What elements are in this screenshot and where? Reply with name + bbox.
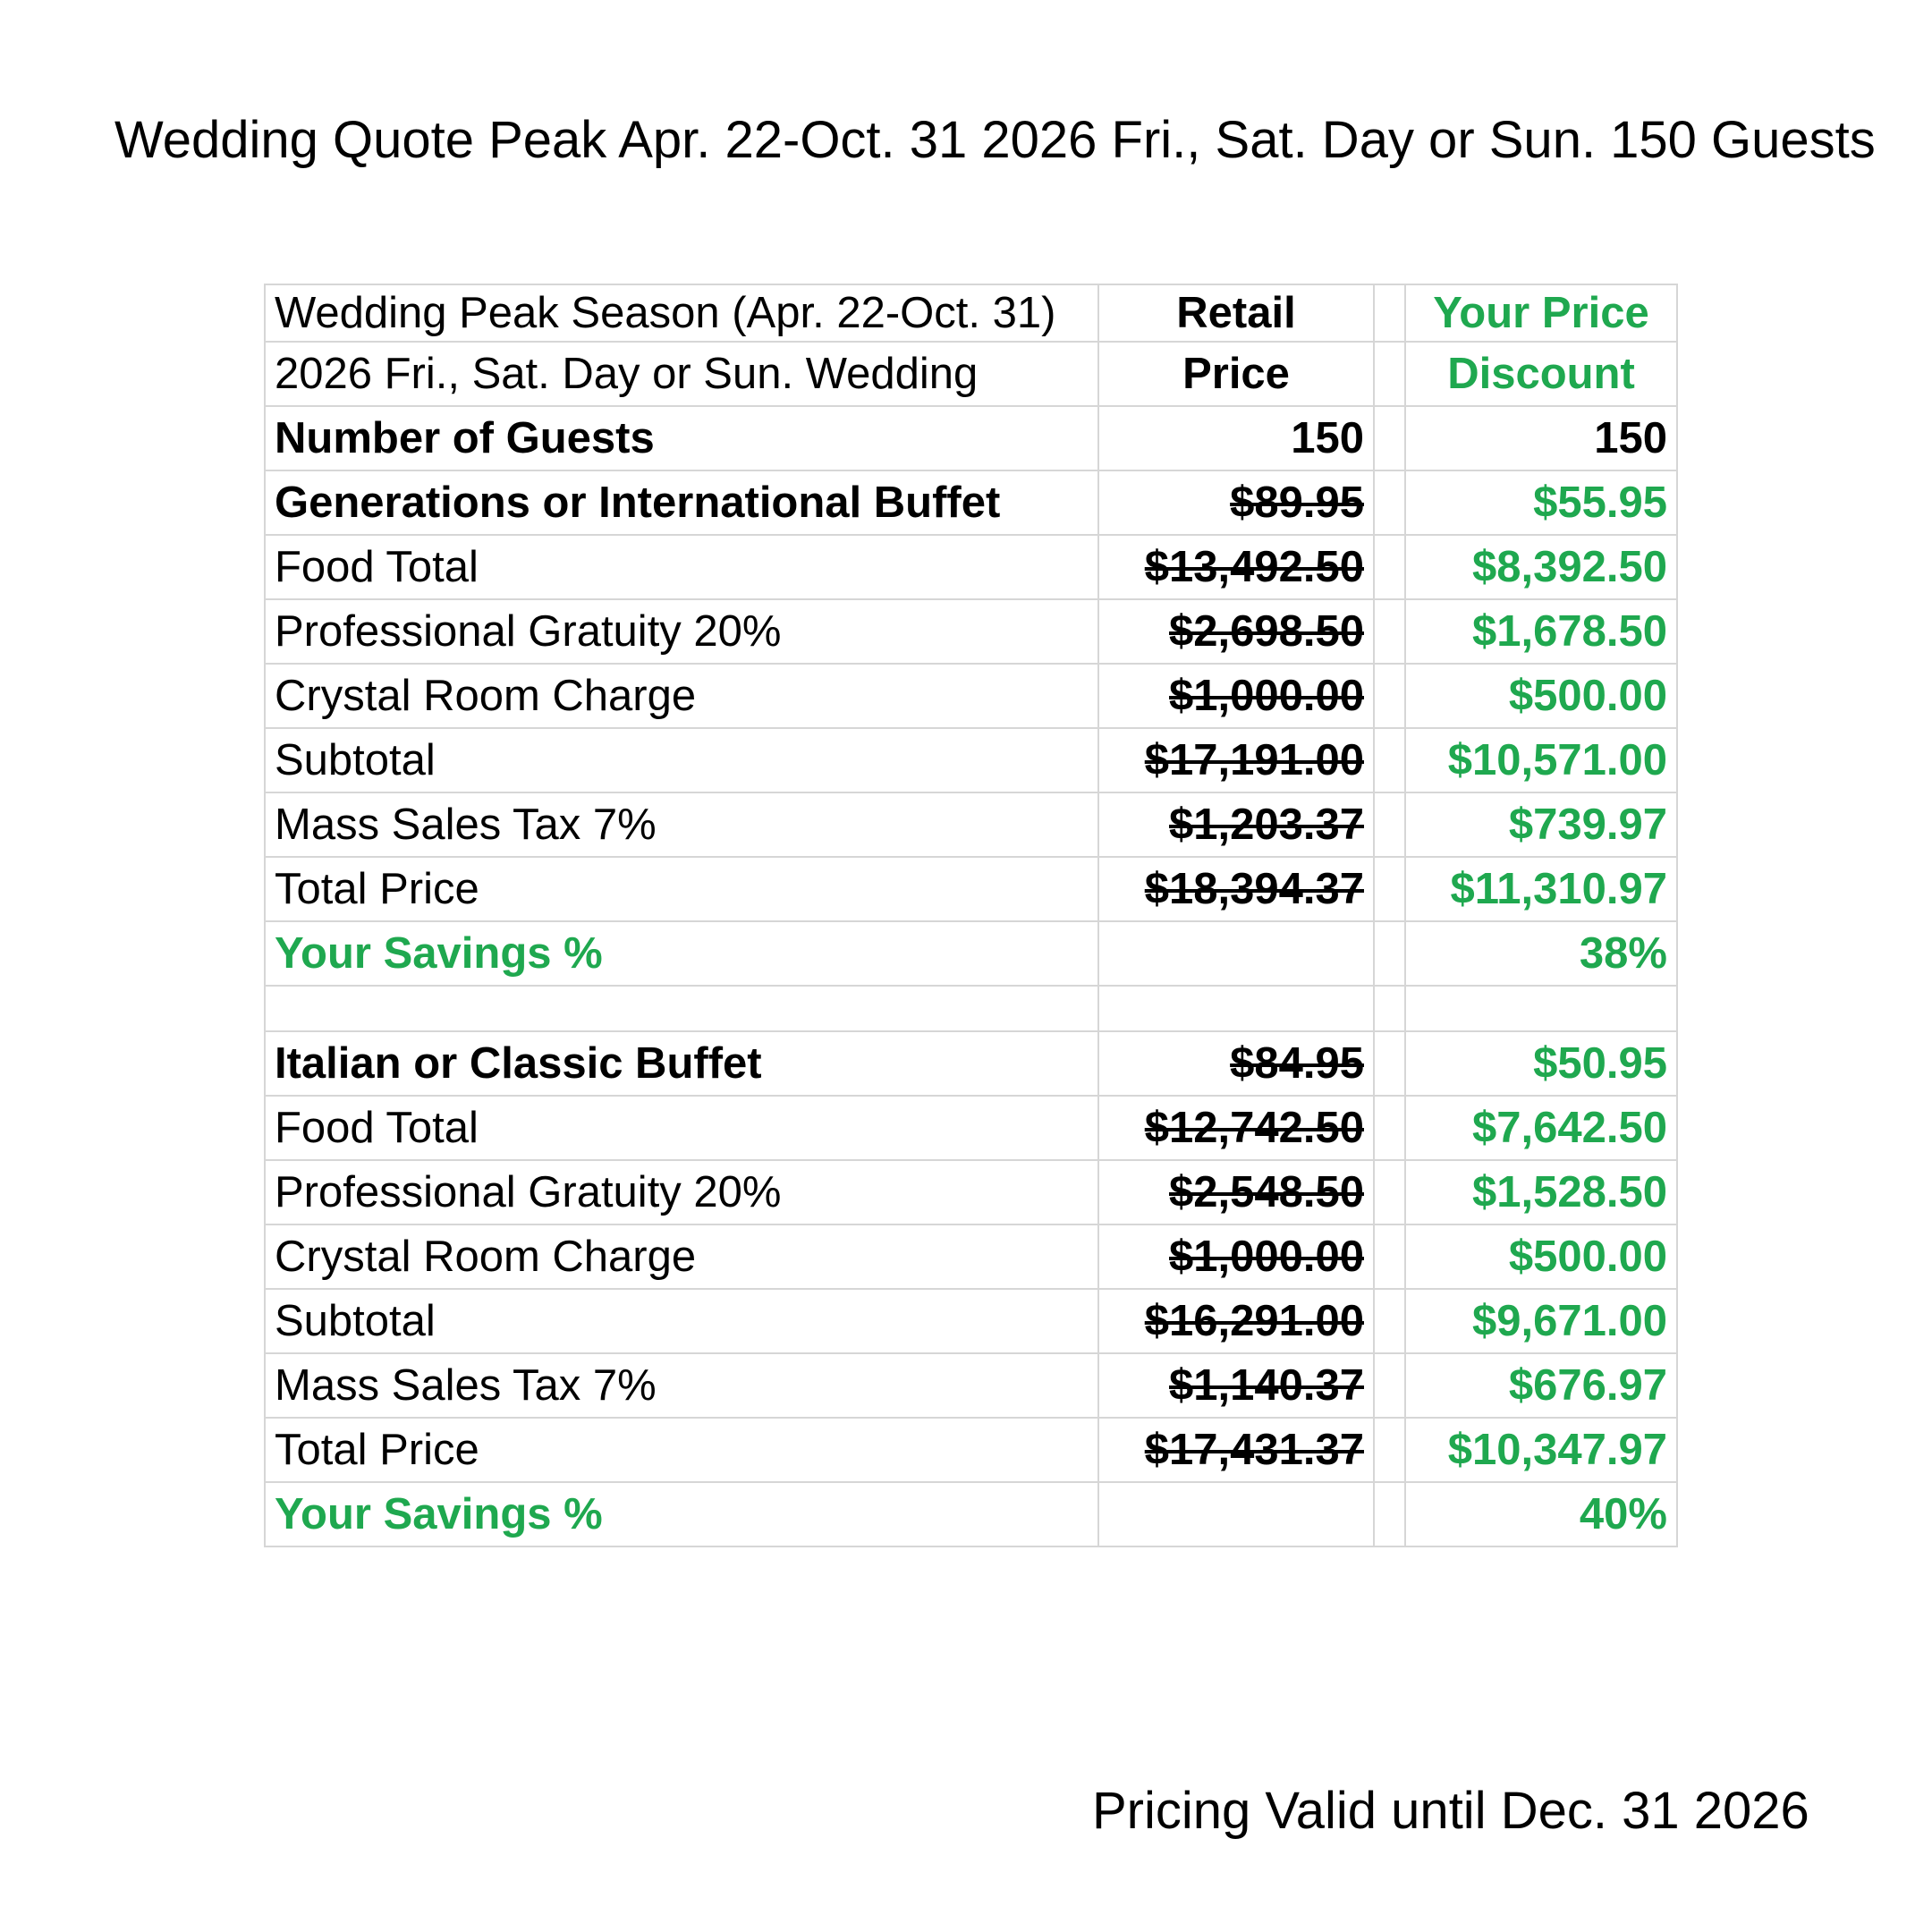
row-label: Crystal Room Charge bbox=[265, 1224, 1098, 1289]
spacer-cell bbox=[1374, 664, 1405, 728]
your-price: $676.97 bbox=[1405, 1353, 1677, 1418]
retail-price: $1,000.00 bbox=[1098, 664, 1374, 728]
retail-price: $16,291.00 bbox=[1098, 1289, 1374, 1353]
retail-price: $17,191.00 bbox=[1098, 728, 1374, 792]
spacer-cell bbox=[1374, 1224, 1405, 1289]
spacer-row bbox=[265, 986, 1677, 1031]
retail-price: $2,548.50 bbox=[1098, 1160, 1374, 1224]
table-row bbox=[265, 1289, 1677, 1353]
spacer-cell bbox=[1374, 284, 1405, 342]
savings-value: 40% bbox=[1405, 1482, 1677, 1546]
spacer-cell bbox=[1374, 1418, 1405, 1482]
retail-price: $1,140.37 bbox=[1098, 1353, 1374, 1418]
row-label: Food Total bbox=[265, 1096, 1098, 1160]
retail-price: $1,203.37 bbox=[1098, 792, 1374, 857]
your-price: $739.97 bbox=[1405, 792, 1677, 857]
quote-table bbox=[264, 284, 1678, 1547]
spacer-cell bbox=[1374, 406, 1405, 470]
your-price: $500.00 bbox=[1405, 1224, 1677, 1289]
retail-price: $18,394.37 bbox=[1098, 857, 1374, 921]
spacer-cell bbox=[1374, 857, 1405, 921]
row-label: Mass Sales Tax 7% bbox=[265, 1353, 1098, 1418]
spacer-cell bbox=[1374, 470, 1405, 535]
empty-cell bbox=[1098, 1482, 1374, 1546]
your-price: $50.95 bbox=[1405, 1031, 1677, 1096]
retail-price: $84.95 bbox=[1098, 1031, 1374, 1096]
package-row bbox=[265, 470, 1677, 535]
header-label-line2: 2026 Fri., Sat. Day or Sun. Wedding bbox=[265, 342, 1098, 406]
savings-row bbox=[265, 921, 1677, 986]
savings-value: 38% bbox=[1405, 921, 1677, 986]
spacer-cell bbox=[1374, 921, 1405, 986]
your-price: $11,310.97 bbox=[1405, 857, 1677, 921]
your-price: $7,642.50 bbox=[1405, 1096, 1677, 1160]
spacer-cell bbox=[1374, 1160, 1405, 1224]
table-row bbox=[265, 1160, 1677, 1224]
spacer-cell bbox=[1374, 1289, 1405, 1353]
header-yours-line2: Discount bbox=[1405, 342, 1677, 406]
your-price: $9,671.00 bbox=[1405, 1289, 1677, 1353]
your-price: $500.00 bbox=[1405, 664, 1677, 728]
table-row bbox=[265, 728, 1677, 792]
row-label: Subtotal bbox=[265, 1289, 1098, 1353]
guests-retail: 150 bbox=[1098, 406, 1374, 470]
retail-price: $13,492.50 bbox=[1098, 535, 1374, 599]
your-price: $10,571.00 bbox=[1405, 728, 1677, 792]
spacer-cell bbox=[1374, 535, 1405, 599]
row-label: Professional Gratuity 20% bbox=[265, 1160, 1098, 1224]
spacer-cell bbox=[1374, 342, 1405, 406]
savings-row bbox=[265, 1482, 1677, 1546]
spacer-cell bbox=[1374, 728, 1405, 792]
spacer-cell bbox=[1374, 1096, 1405, 1160]
savings-label: Your Savings % bbox=[265, 1482, 1098, 1546]
table-row bbox=[265, 664, 1677, 728]
spacer-cell bbox=[1374, 599, 1405, 664]
header-retail-line2: Price bbox=[1098, 342, 1374, 406]
retail-price: $2,698.50 bbox=[1098, 599, 1374, 664]
row-label: Crystal Room Charge bbox=[265, 664, 1098, 728]
package-label: Generations or International Buffet bbox=[265, 470, 1098, 535]
header-label-line1: Wedding Peak Season (Apr. 22-Oct. 31) bbox=[265, 284, 1098, 342]
row-label: Subtotal bbox=[265, 728, 1098, 792]
row-label: Professional Gratuity 20% bbox=[265, 599, 1098, 664]
guests-label: Number of Guests bbox=[265, 406, 1098, 470]
package-row bbox=[265, 1031, 1677, 1096]
table-row bbox=[265, 535, 1677, 599]
row-label: Total Price bbox=[265, 1418, 1098, 1482]
retail-price: $17,431.37 bbox=[1098, 1418, 1374, 1482]
your-price: $10,347.97 bbox=[1405, 1418, 1677, 1482]
table-row bbox=[265, 1224, 1677, 1289]
row-label: Total Price bbox=[265, 857, 1098, 921]
table-row bbox=[265, 599, 1677, 664]
table-row bbox=[265, 792, 1677, 857]
table-row bbox=[265, 1353, 1677, 1418]
header-retail-line1: Retail bbox=[1098, 284, 1374, 342]
spacer-cell bbox=[1374, 1031, 1405, 1096]
empty-cell bbox=[1098, 921, 1374, 986]
row-label: Food Total bbox=[265, 535, 1098, 599]
spacer-cell bbox=[1374, 1353, 1405, 1418]
header-row bbox=[265, 284, 1677, 342]
header-row bbox=[265, 342, 1677, 406]
row-label: Mass Sales Tax 7% bbox=[265, 792, 1098, 857]
page-title: Wedding Quote Peak Apr. 22-Oct. 31 2026 Fri., Sat. Day or Sun. 150 Guests bbox=[114, 111, 1876, 169]
savings-label: Your Savings % bbox=[265, 921, 1098, 986]
guests-yours: 150 bbox=[1405, 406, 1677, 470]
spacer-cell bbox=[1374, 1482, 1405, 1546]
your-price: $8,392.50 bbox=[1405, 535, 1677, 599]
retail-price: $12,742.50 bbox=[1098, 1096, 1374, 1160]
package-label: Italian or Classic Buffet bbox=[265, 1031, 1098, 1096]
spacer-cell bbox=[1374, 792, 1405, 857]
table-row bbox=[265, 1096, 1677, 1160]
guests-row bbox=[265, 406, 1677, 470]
your-price: $1,678.50 bbox=[1405, 599, 1677, 664]
your-price: $55.95 bbox=[1405, 470, 1677, 535]
header-yours-line1: Your Price bbox=[1405, 284, 1677, 342]
retail-price: $1,000.00 bbox=[1098, 1224, 1374, 1289]
pricing-validity-note: Pricing Valid until Dec. 31 2026 bbox=[1092, 1782, 1809, 1840]
your-price: $1,528.50 bbox=[1405, 1160, 1677, 1224]
table-row bbox=[265, 1418, 1677, 1482]
retail-price: $89.95 bbox=[1098, 470, 1374, 535]
table-row bbox=[265, 857, 1677, 921]
